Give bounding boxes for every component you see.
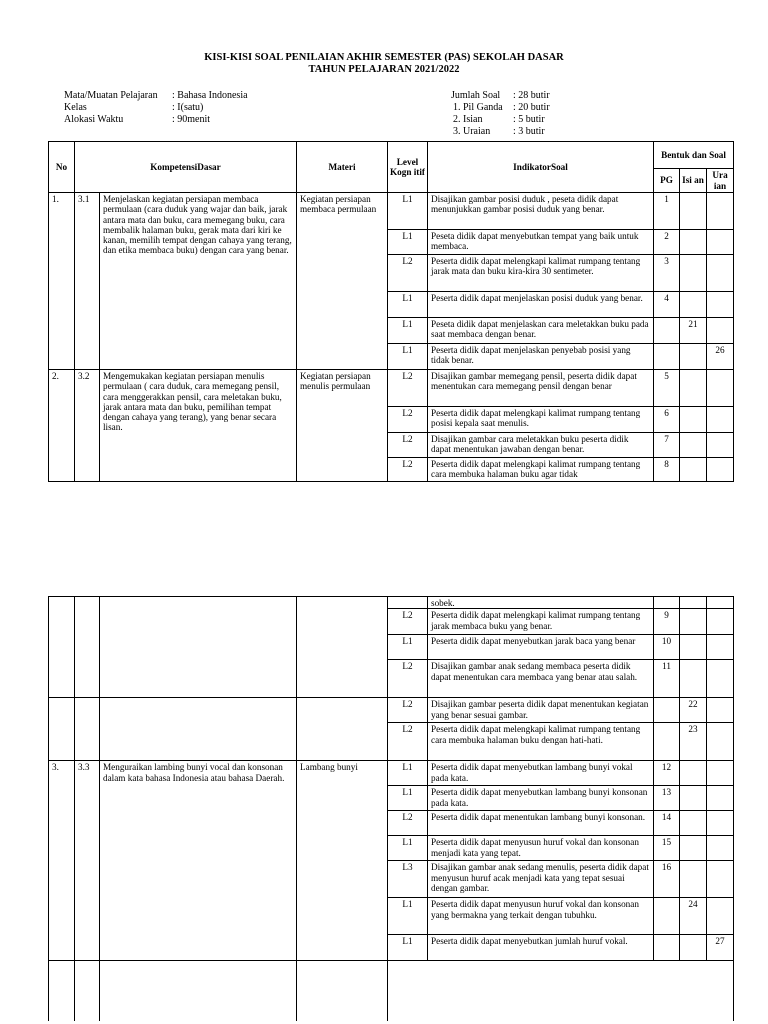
pg-cell: 8 — [654, 458, 680, 482]
uraian-cell — [707, 635, 734, 660]
indikator-cell: Peserta didik dapat menjelaskan penyebab posisi yang tidak benar. — [428, 344, 654, 370]
materi-text: Lambang bunyi — [297, 761, 388, 961]
level-cell: L2 — [388, 811, 428, 836]
indikator-cell: Disajikan gambar memegang pensil, peserta didik dapat menentukan cara memegang pensil dengan benar — [428, 370, 654, 407]
isian-cell — [680, 407, 707, 433]
level-cell: L2 — [388, 609, 428, 635]
info-left — [64, 90, 248, 126]
indikator-cell: Peserta didik dapat melengkapi kalimat rumpang tentang jarak mata dan buku kira-kira 30 sentimeter. — [428, 255, 654, 292]
uraian-cell — [707, 660, 734, 698]
table-row — [49, 961, 734, 1021]
uraian-cell — [707, 861, 734, 898]
pg-cell — [654, 344, 680, 370]
kd-code: 3.1 — [75, 193, 100, 370]
level-cell: L2 — [388, 433, 428, 458]
info-value: : 5 butir — [513, 114, 545, 125]
isian-cell — [680, 935, 707, 961]
isian-cell — [680, 660, 707, 698]
pg-cell: 14 — [654, 811, 680, 836]
kd-text — [100, 597, 297, 698]
materi-text — [297, 597, 388, 698]
info-label: Kelas — [64, 102, 87, 113]
isian-cell — [680, 193, 707, 230]
pg-cell — [654, 597, 680, 609]
level-cell: L1 — [388, 193, 428, 230]
table-row — [49, 698, 734, 723]
pg-cell: 1 — [654, 193, 680, 230]
level-cell: L1 — [388, 935, 428, 961]
level-cell: L2 — [388, 458, 428, 482]
indikator-cell: sobek. — [428, 597, 654, 609]
document-title: KISI-KISI SOAL PENILAIAN AKHIR SEMESTER (PAS) SEKOLAH DASAR — [204, 52, 564, 63]
header-no: No — [49, 142, 75, 193]
pg-cell — [654, 318, 680, 344]
row-number: 2. — [49, 370, 75, 482]
kd-code — [75, 961, 100, 1021]
level-cell: L2 — [388, 255, 428, 292]
info-value: : Bahasa Indonesia — [172, 90, 248, 101]
indikator-cell: Peserta didik dapat menyebutkan jumlah huruf vokal. — [428, 935, 654, 961]
uraian-cell — [707, 433, 734, 458]
indikator-cell: Peserta didik dapat melengkapi kalimat rumpang tentang jarak membaca buku yang benar. — [428, 609, 654, 635]
row-number — [49, 961, 75, 1021]
pg-cell: 4 — [654, 292, 680, 318]
info-label: Mata/Muatan Pelajaran — [64, 90, 158, 101]
level-cell: L1 — [388, 761, 428, 786]
pg-cell: 11 — [654, 660, 680, 698]
kd-code — [75, 698, 100, 761]
isian-cell — [680, 609, 707, 635]
uraian-cell — [707, 597, 734, 609]
uraian-cell — [707, 811, 734, 836]
uraian-cell — [707, 292, 734, 318]
info-value: : I(satu) — [172, 102, 204, 113]
level-cell: L2 — [388, 660, 428, 698]
uraian-cell — [707, 407, 734, 433]
pg-cell: 3 — [654, 255, 680, 292]
info-right — [451, 90, 550, 138]
pg-cell: 15 — [654, 836, 680, 861]
level-cell: L2 — [388, 723, 428, 761]
row-number — [49, 597, 75, 698]
indikator-cell: Peseta didik dapat menyebutkan tempat yang baik untuk membaca. — [428, 230, 654, 255]
kisi-kisi-table-page1 — [48, 141, 734, 482]
pg-cell: 5 — [654, 370, 680, 407]
level-cell: L2 — [388, 407, 428, 433]
uraian-cell — [707, 898, 734, 935]
indikator-cell: Peseta didik dapat menjelaskan cara meletakkan buku pada saat membaca dengan benar. — [428, 318, 654, 344]
isian-cell — [680, 292, 707, 318]
isian-cell — [680, 370, 707, 407]
level-cell: L1 — [388, 230, 428, 255]
uraian-cell — [707, 458, 734, 482]
header-kompetensi-dasar: KompetensiDasar — [75, 142, 297, 193]
indikator-cell: Disajikan gambar peserta didik dapat menentukan kegiatan yang benar sesuai gambar. — [428, 698, 654, 723]
indikator-cell: Peserta didik dapat menyebutkan lambang bunyi vokal pada kata. — [428, 761, 654, 786]
uraian-cell: 27 — [707, 935, 734, 961]
pg-cell: 7 — [654, 433, 680, 458]
header-uraian: Ura ian — [707, 169, 734, 193]
level-cell: L2 — [388, 370, 428, 407]
uraian-cell — [707, 698, 734, 723]
isian-cell — [680, 230, 707, 255]
uraian-cell — [707, 370, 734, 407]
document-subtitle: TAHUN PELAJARAN 2021/2022 — [308, 64, 460, 75]
isian-cell — [680, 597, 707, 609]
level-cell: L1 — [388, 344, 428, 370]
table-row — [49, 193, 734, 230]
info-label: 3. Uraian — [453, 126, 491, 137]
isian-cell — [680, 635, 707, 660]
info-value: : 28 butir — [513, 90, 550, 101]
kd-code — [75, 597, 100, 698]
uraian-cell — [707, 786, 734, 811]
header-materi: Materi — [297, 142, 388, 193]
level-cell: L2 — [388, 698, 428, 723]
header-indikator-soal: IndikatorSoal — [428, 142, 654, 193]
header-level-kognitif: Level Kogn itif — [388, 142, 428, 193]
info-label: Alokasi Waktu — [64, 114, 124, 125]
indikator-cell: Disajikan gambar cara meletakkan buku peserta didik dapat menentukan jawaban dengan benar. — [428, 433, 654, 458]
info-label: Jumlah Soal — [451, 90, 501, 101]
kisi-kisi-table-page2 — [48, 596, 734, 1021]
level-cell: L1 — [388, 786, 428, 811]
kd-text — [100, 698, 297, 761]
table-row — [49, 370, 734, 407]
uraian-cell — [707, 609, 734, 635]
empty-cell — [388, 961, 734, 1021]
row-number: 3. — [49, 761, 75, 961]
isian-cell — [680, 836, 707, 861]
kd-text: Menguraikan lambing bunyi vocal dan konsonan dalam kata bahasa Indonesia atau bahasa Daerah. — [100, 761, 297, 961]
isian-cell: 22 — [680, 698, 707, 723]
isian-cell: 23 — [680, 723, 707, 761]
indikator-cell: Peserta didik dapat melengkapi kalimat rumpang tentang cara membuka halaman buku agar tidak — [428, 458, 654, 482]
indikator-cell: Peserta didik dapat menyusun huruf vokal dan konsonan yang bermakna yang terkait dengan tubuhku. — [428, 898, 654, 935]
isian-cell: 21 — [680, 318, 707, 344]
pg-cell: 2 — [654, 230, 680, 255]
kd-text: Mengemukakan kegiatan persiapan menulis permulaan ( cara duduk, cara memegang pensil, cara menggerakkan pensil, cara meletakan buku, jarak antara mata dan buku, pemilihan tempat dengan cahaya yang terang), yang benar secara lisan. — [100, 370, 297, 482]
level-cell: L1 — [388, 898, 428, 935]
uraian-cell — [707, 193, 734, 230]
isian-cell — [680, 344, 707, 370]
indikator-cell: Peserta didik dapat menentukan lambang bunyi konsonan. — [428, 811, 654, 836]
indikator-cell: Peserta didik dapat melengkapi kalimat rumpang tentang cara membuka halaman buku dengan hati-hati. — [428, 723, 654, 761]
pg-cell — [654, 935, 680, 961]
isian-cell — [680, 761, 707, 786]
uraian-cell — [707, 761, 734, 786]
table-row — [49, 761, 734, 786]
indikator-cell: Peserta didik dapat menyebutkan lambang bunyi konsonan pada kata. — [428, 786, 654, 811]
table-row — [49, 597, 734, 609]
kd-text: Menjelaskan kegiatan persiapan membaca permulaan (cara duduk yang wajar dan baik, jarak antara mata dan buku, cara memegang buku, cara membalik halaman buku, gerak mata dari kiri ke kanan, memilih tempat dengan cahaya yang terang, dan etika membaca buku) dengan cara yang benar. — [100, 193, 297, 370]
indikator-cell: Peserta didik dapat melengkapi kalimat rumpang tentang posisi kepala saat menulis. — [428, 407, 654, 433]
pg-cell: 13 — [654, 786, 680, 811]
pg-cell — [654, 898, 680, 935]
header-isian: Isi an — [680, 169, 707, 193]
row-number — [49, 698, 75, 761]
pg-cell: 9 — [654, 609, 680, 635]
kd-code: 3.2 — [75, 370, 100, 482]
indikator-cell: Peserta didik dapat menjelaskan posisi duduk yang benar. — [428, 292, 654, 318]
header-bentuk-soal: Bentuk dan Soal — [654, 142, 734, 169]
pg-cell — [654, 698, 680, 723]
isian-cell — [680, 811, 707, 836]
indikator-cell: Disajikan gambar anak sedang membaca peserta didik dapat menentukan cara membaca yang benar atau salah. — [428, 660, 654, 698]
pg-cell: 16 — [654, 861, 680, 898]
uraian-cell — [707, 318, 734, 344]
pg-cell: 10 — [654, 635, 680, 660]
level-cell: L1 — [388, 836, 428, 861]
uraian-cell — [707, 723, 734, 761]
indikator-cell: Peserta didik dapat menyusun huruf vokal dan konsonan menjadi kata yang tepat. — [428, 836, 654, 861]
uraian-cell — [707, 836, 734, 861]
uraian-cell — [707, 230, 734, 255]
pg-cell: 12 — [654, 761, 680, 786]
materi-text — [297, 961, 388, 1021]
uraian-cell — [707, 255, 734, 292]
uraian-cell: 26 — [707, 344, 734, 370]
info-value: : 3 butir — [513, 126, 545, 137]
indikator-cell: Peserta didik dapat menyebutkan jarak baca yang benar — [428, 635, 654, 660]
isian-cell — [680, 255, 707, 292]
level-cell: L3 — [388, 861, 428, 898]
info-label: 1. Pil Ganda — [453, 102, 503, 113]
row-number: 1. — [49, 193, 75, 370]
pg-cell: 6 — [654, 407, 680, 433]
level-cell: L1 — [388, 292, 428, 318]
materi-text — [297, 698, 388, 761]
level-cell: L1 — [388, 318, 428, 344]
isian-cell — [680, 458, 707, 482]
materi-text: Kegiatan persiapan membaca permulaan — [297, 193, 388, 370]
kd-code: 3.3 — [75, 761, 100, 961]
indikator-cell: Disajikan gambar anak sedang menulis, peserta didik dapat menyusun huruf acak menjadi kata yang tepat sesuai dengan gambar. — [428, 861, 654, 898]
info-value: : 20 butir — [513, 102, 550, 113]
info-label: 2. Isian — [453, 114, 483, 125]
level-cell: L1 — [388, 635, 428, 660]
header-pg: PG — [654, 169, 680, 193]
isian-cell — [680, 786, 707, 811]
isian-cell: 24 — [680, 898, 707, 935]
info-value: : 90menit — [172, 114, 211, 125]
indikator-cell: Disajikan gambar posisi duduk , peseta didik dapat menunjukkan gambar posisi duduk yang benar. — [428, 193, 654, 230]
level-cell — [388, 597, 428, 609]
materi-text: Kegiatan persiapan menulis permulaan — [297, 370, 388, 482]
kd-text — [100, 961, 297, 1021]
isian-cell — [680, 433, 707, 458]
isian-cell — [680, 861, 707, 898]
pg-cell — [654, 723, 680, 761]
